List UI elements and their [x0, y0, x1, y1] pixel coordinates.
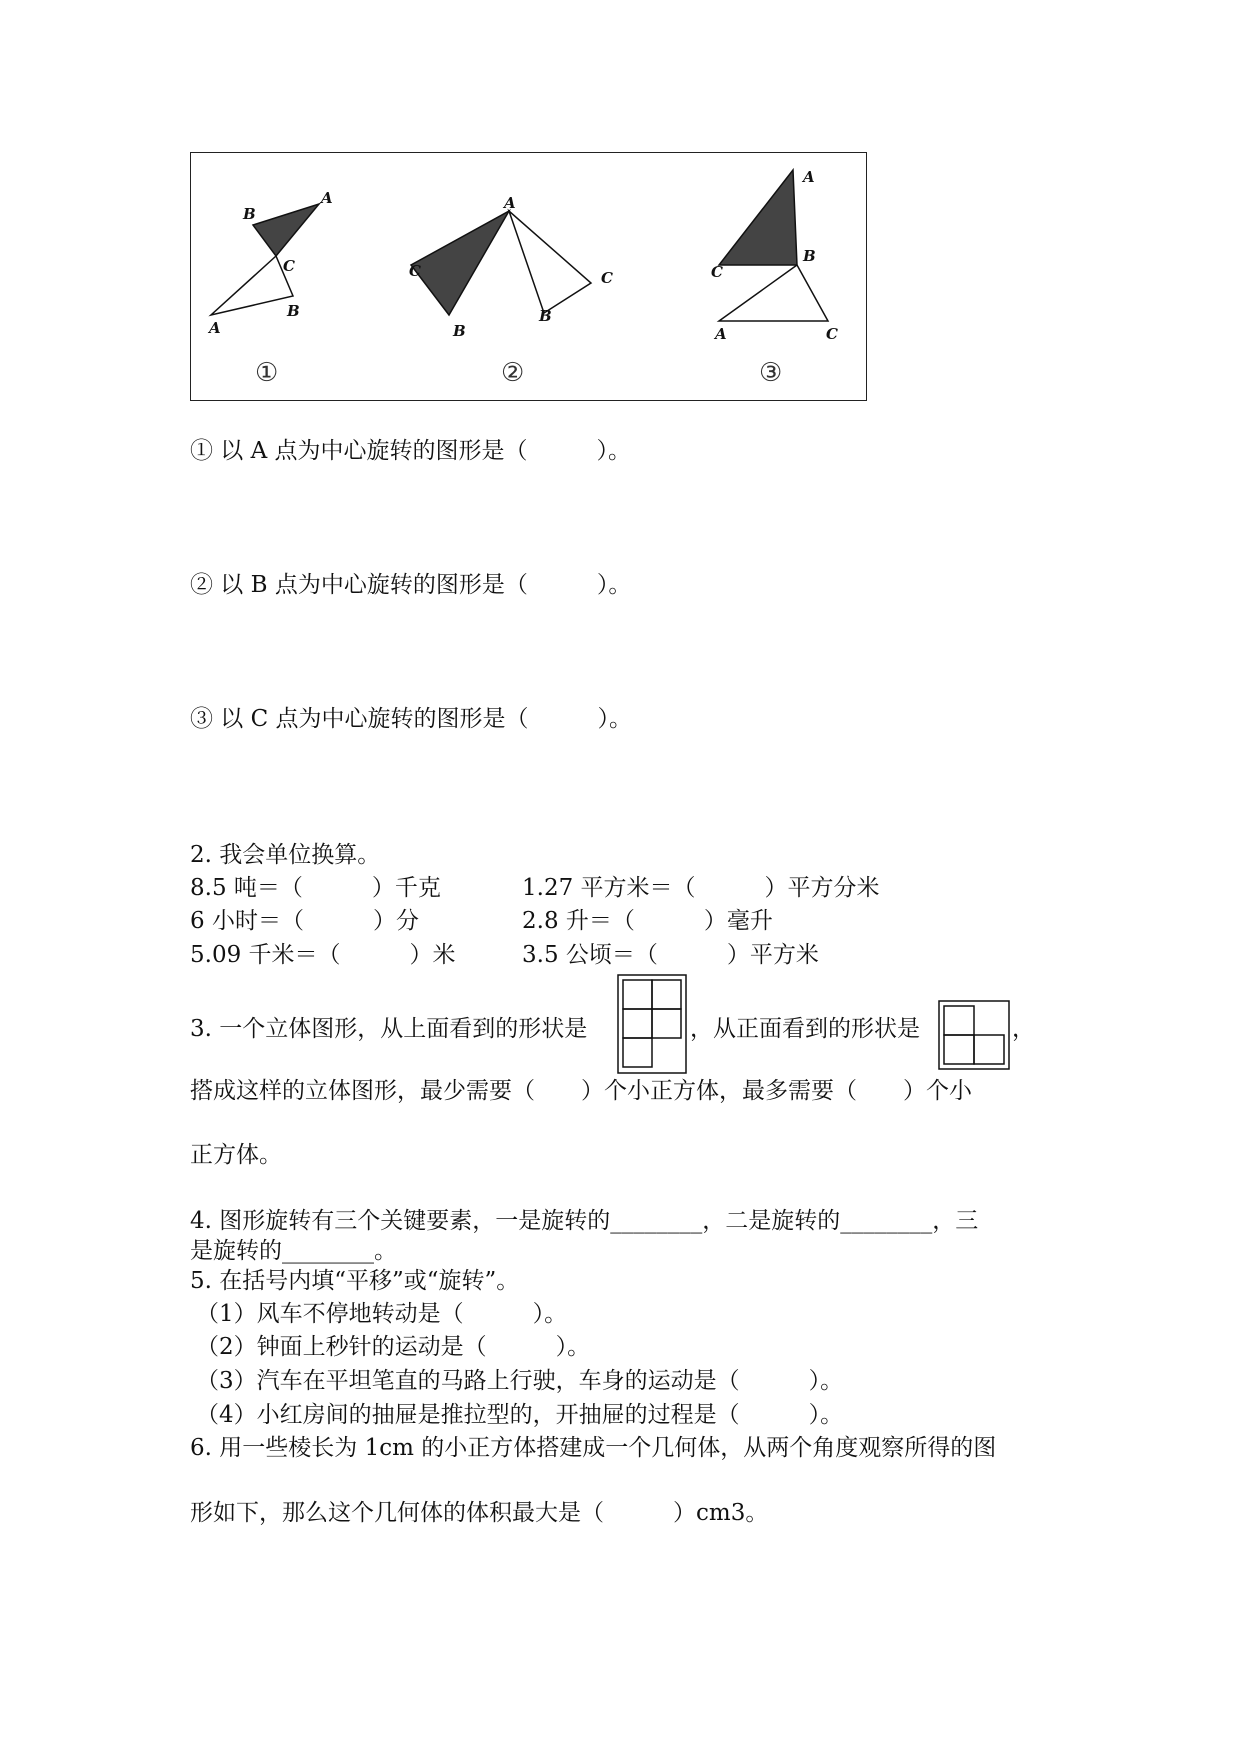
figure-3-label-a1: A	[803, 168, 815, 186]
q3-part-3: ，	[1012, 1016, 1035, 1042]
figure-1-outline-triangle	[211, 256, 293, 315]
q4-line-2: 是旋转的________。	[190, 1238, 397, 1264]
top-view-shape	[617, 974, 687, 1074]
q2-r3c2: 3.5 公顷＝（ ）平方米	[522, 942, 819, 968]
figure-1-label-b2: B	[287, 302, 300, 320]
figure-3-number: ③	[759, 358, 783, 388]
q5-title: 5. 在括号内填“平移”或“旋转”。	[190, 1268, 520, 1294]
figure-2-label-b1: B	[453, 322, 466, 340]
q6-line-2: 形如下，那么这个几何体的体积最大是（ ）cm3。	[190, 1500, 769, 1526]
q2-r2c2: 2.8 升＝（ ）毫升	[522, 908, 773, 934]
figure-1-number: ①	[255, 358, 279, 388]
rotation-figure	[190, 152, 867, 401]
figure-2	[409, 194, 613, 388]
figure-1-label-b1: B	[243, 205, 256, 223]
figure-2-number: ②	[501, 358, 525, 388]
q2-title: 2. 我会单位换算。	[190, 842, 381, 868]
figure-1-label-a1: A	[321, 189, 333, 207]
figure-3-label-b: B	[803, 247, 816, 265]
q5-item-2: （2）钟面上秒针的运动是（ ）。	[196, 1334, 591, 1360]
q2-r2c1: 6 小时＝（ ）分	[190, 908, 419, 934]
q3-part-1: 3. 一个立体图形，从上面看到的形状是	[190, 1016, 588, 1042]
rotation-diagram	[191, 153, 868, 402]
figure-1-label-c: C	[283, 257, 295, 275]
q2-r1c1: 8.5 吨＝（ ）千克	[190, 875, 441, 901]
figure-1	[207, 189, 333, 388]
figure-3-shaded-triangle	[719, 170, 797, 265]
figure-2-label-a: A	[504, 194, 516, 212]
figure-1-shaded-triangle	[253, 204, 319, 256]
q2-r3c1: 5.09 千米＝（ ）米	[190, 942, 456, 968]
figure-3-label-c1: C	[711, 263, 723, 281]
q3-line-2: 搭成这样的立体图形，最少需要（ ）个小正方体，最多需要（ ）个小	[190, 1078, 972, 1104]
figure-3-label-a2: A	[715, 325, 727, 343]
q5-item-4: （4）小红房间的抽屉是推拉型的，开抽屉的过程是（ ）。	[196, 1402, 844, 1428]
figure-1-label-a2: A	[209, 319, 221, 337]
q1-item-3: ③ 以 C 点为中心旋转的图形是（ ）。	[190, 706, 633, 732]
front-view-shape	[938, 1000, 1010, 1070]
q4-line-1: 4. 图形旋转有三个关键要素，一是旋转的________，二是旋转的________，三	[190, 1208, 979, 1234]
q5-item-3: （3）汽车在平坦笔直的马路上行驶，车身的运动是（ ）。	[196, 1368, 844, 1394]
figure-2-label-b2: B	[539, 307, 552, 325]
q2-r1c2: 1.27 平方米＝（ ）平方分米	[522, 875, 880, 901]
figure-3-label-c2: C	[826, 325, 838, 343]
q3-line-3: 正方体。	[190, 1142, 282, 1168]
q3-part-2: ，从正面看到的形状是	[690, 1016, 920, 1042]
q5-item-1: （1）风车不停地转动是（ ）。	[196, 1301, 568, 1327]
q6-line-1: 6. 用一些棱长为 1cm 的小正方体搭建成一个几何体，从两个角度观察所得的图	[190, 1435, 997, 1461]
figure-2-label-c1: C	[409, 262, 421, 280]
q1-item-1: ① 以 A 点为中心旋转的图形是（ ）。	[190, 438, 632, 464]
figure-2-shaded-triangle	[411, 211, 509, 315]
figure-3	[711, 168, 838, 388]
q1-item-2: ② 以 B 点为中心旋转的图形是（ ）。	[190, 572, 632, 598]
figure-2-outline-triangle	[509, 211, 591, 313]
figure-2-label-c2: C	[601, 269, 613, 287]
figure-3-outline-triangle	[719, 265, 828, 321]
